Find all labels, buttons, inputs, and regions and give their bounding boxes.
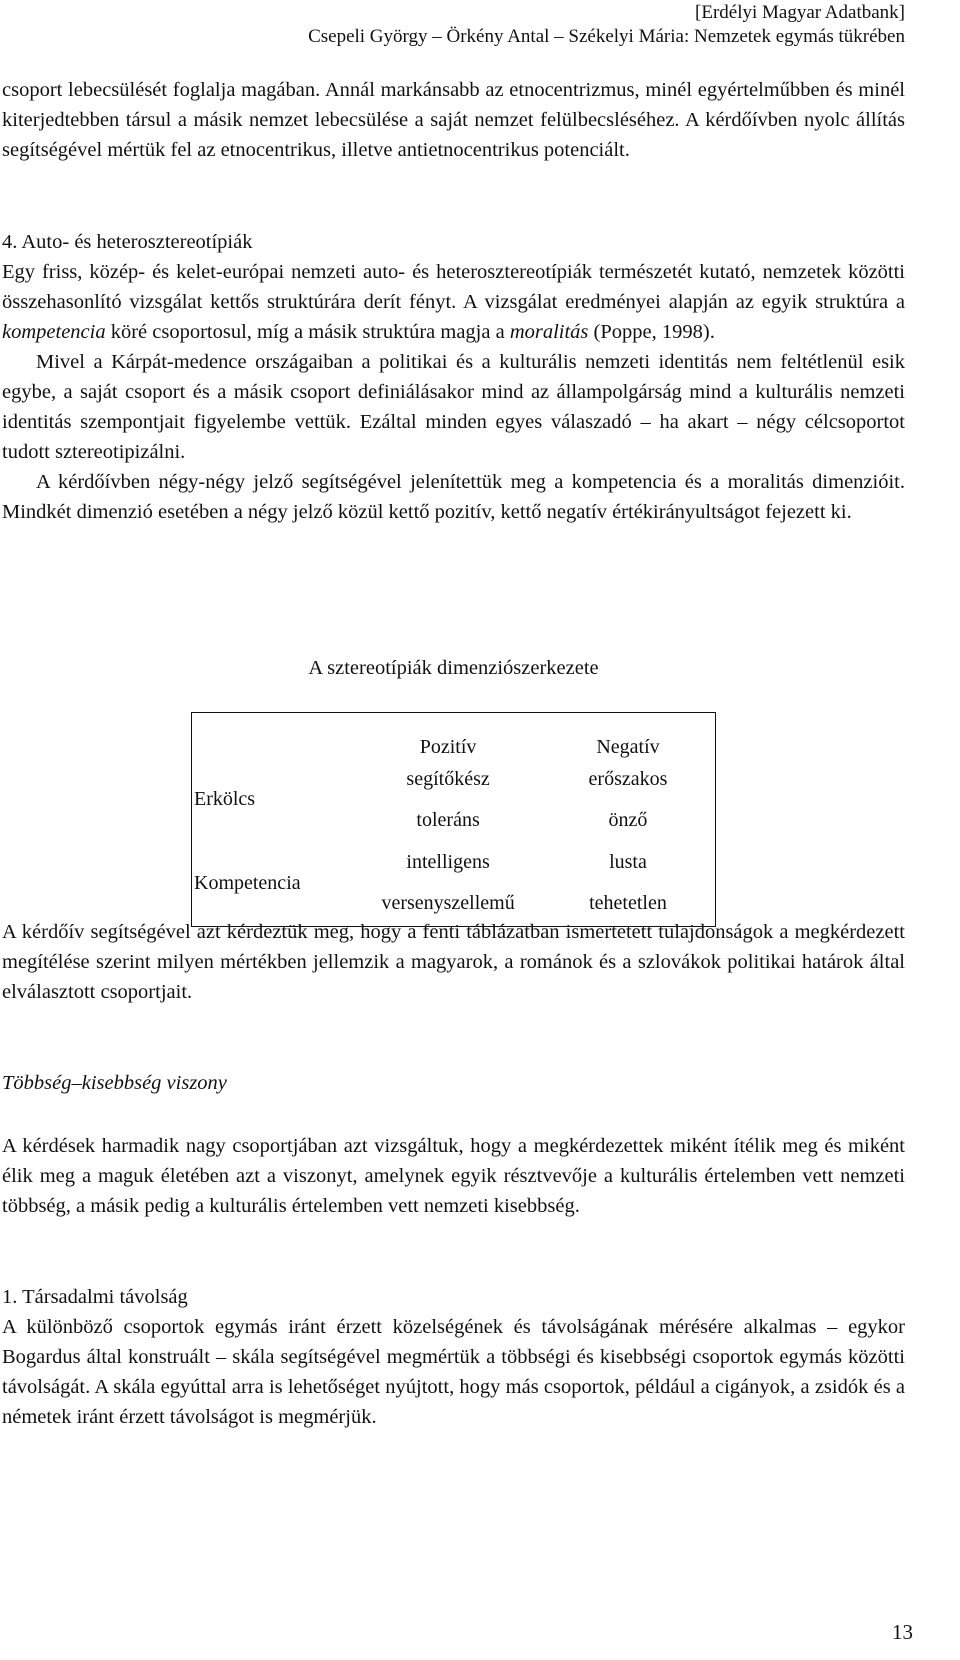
- majority-minority-paragraph: A kérdések harmadik nagy csoportjában azt vizsgáltuk, hogy a megkérdezettek miként ítélik meg és miként élik meg a maguk életében azt a viszonyt, amelynek egyik résztvevője a kulturális értelemben vett nemzeti többség, a másik pedig a kulturális értelemben vett nemzeti kisebbség.: [2, 1135, 905, 1217]
- after-table-paragraph: A kérdőív segítségével azt kérdeztük meg, hogy a fenti táblázatban ismertetett tulajdonságok a megkérdezett megítélése szerint milyen mértékben jellemzik a magyarok, a románok és a szlovákok politikai határok által elválasztott csoportjait.: [2, 921, 905, 1003]
- cell-negative: [541, 841, 716, 927]
- trait: toleráns: [416, 808, 480, 831]
- majority-minority-heading: Többség–kisebbség viszony: [2, 1072, 227, 1094]
- intro-paragraph: csoport lebecsülését foglalja magában. Annál markánsabb az etnocentrizmus, minél egyértelműbben és minél kiterjedtebben társul a másik nemzet lebecsülése a saját nemzet felülbecsléséhez. A kérdőívben nyolc állítás segítségével mértük fel az etnocentrikus, illetve antietnocentrikus potenciált.: [2, 79, 905, 161]
- stereotype-table: [191, 712, 716, 927]
- section-4-block: [2, 227, 905, 527]
- trait: versenyszellemű: [381, 892, 515, 915]
- trait: erőszakos: [588, 767, 668, 790]
- header-source: [Erdélyi Magyar Adatbank]: [695, 2, 905, 23]
- table-row: [192, 759, 716, 841]
- p1-text-b: köré csoportosul, míg a másik struktúra magja a: [105, 321, 510, 343]
- row-label-competence: Kompetencia: [194, 871, 301, 894]
- p1-em-moralitas: moralitás: [509, 321, 589, 343]
- p1-em-kompetencia: kompetencia: [2, 321, 106, 343]
- cell-positive: [355, 841, 541, 927]
- table-header-row: [192, 713, 716, 759]
- cell-negative: [541, 759, 716, 841]
- majority-block: [2, 1131, 905, 1221]
- col-header-negative: Negatív: [596, 735, 660, 758]
- p1-text-c: (Poppe, 1998).: [588, 321, 715, 343]
- trait: lusta: [609, 851, 647, 874]
- after-table-block: [2, 917, 905, 1007]
- p1-text-a: Egy friss, közép- és kelet-európai nemzeti auto- és heterosztereotípiák természetét kutató, nemzetek közötti összehasonlító vizsgálat kettős struktúrára derít fényt. A vizsgálat eredményei alapján az egyik struktúra a: [2, 261, 905, 313]
- section-4-paragraph-3: A kérdőívben négy-négy jelző segítségével jelenítettük meg a kompetencia és a moralitás dimenzióit. Mindkét dimenzió esetében a négy jelző közül kettő pozitív, kettő negatív értékirányultságot fejezett ki.: [2, 471, 905, 523]
- social-distance-paragraph: A különböző csoportok egymás iránt érzett közelségének és távolságának mérésére alkalmas – egykor Bogardus által konstruált – skála segítségével megmértük a többségi és kisebbségi csoportok egymás közötti távolságát. A skála egyúttal arra is lehetőséget nyújtott, hogy más csoportok, például a cigányok, a zsidók és a németek iránt érzett távolságot is megmérjük.: [2, 1316, 905, 1428]
- section-4-heading: 4. Auto- és heterosztereotípiák: [2, 231, 253, 253]
- majority-heading-block: [2, 1068, 905, 1098]
- trait: tehetetlen: [589, 892, 667, 915]
- table-row: [192, 841, 716, 927]
- table-corner: [192, 713, 356, 759]
- social-distance-heading: 1. Társadalmi távolság: [2, 1286, 188, 1308]
- trait: önző: [608, 808, 648, 831]
- trait: segítőkész: [406, 767, 490, 790]
- section-4-paragraph-1: [2, 257, 905, 347]
- row-label-morality: Erkölcs: [194, 788, 256, 810]
- section-4-paragraph-2: Mivel a Kárpát-medence országaiban a politikai és a kulturális nemzeti identitás nem feltétlenül esik egybe, a saját csoport és a másik csoport definiálásakor mind az állampolgárság mind a kulturális nemzeti identitás szempontjait figyelembe vettük. Ezáltal minden egyes válaszadó – ha akart – négy célcsoportot tudott sztereotipizálni.: [2, 351, 905, 463]
- trait: intelligens: [406, 851, 490, 874]
- table-caption: A sztereotípiák dimenziószerkezete: [308, 657, 599, 679]
- intro-block: [2, 75, 905, 165]
- header-citation: Csepeli György – Örkény Antal – Székelyi Mária: Nemzetek egymás tükrében: [308, 26, 905, 47]
- cell-positive: [355, 759, 541, 841]
- social-distance-block: [2, 1282, 905, 1432]
- col-header-positive: Pozitív: [419, 735, 477, 758]
- page-number: 13: [892, 1620, 913, 1644]
